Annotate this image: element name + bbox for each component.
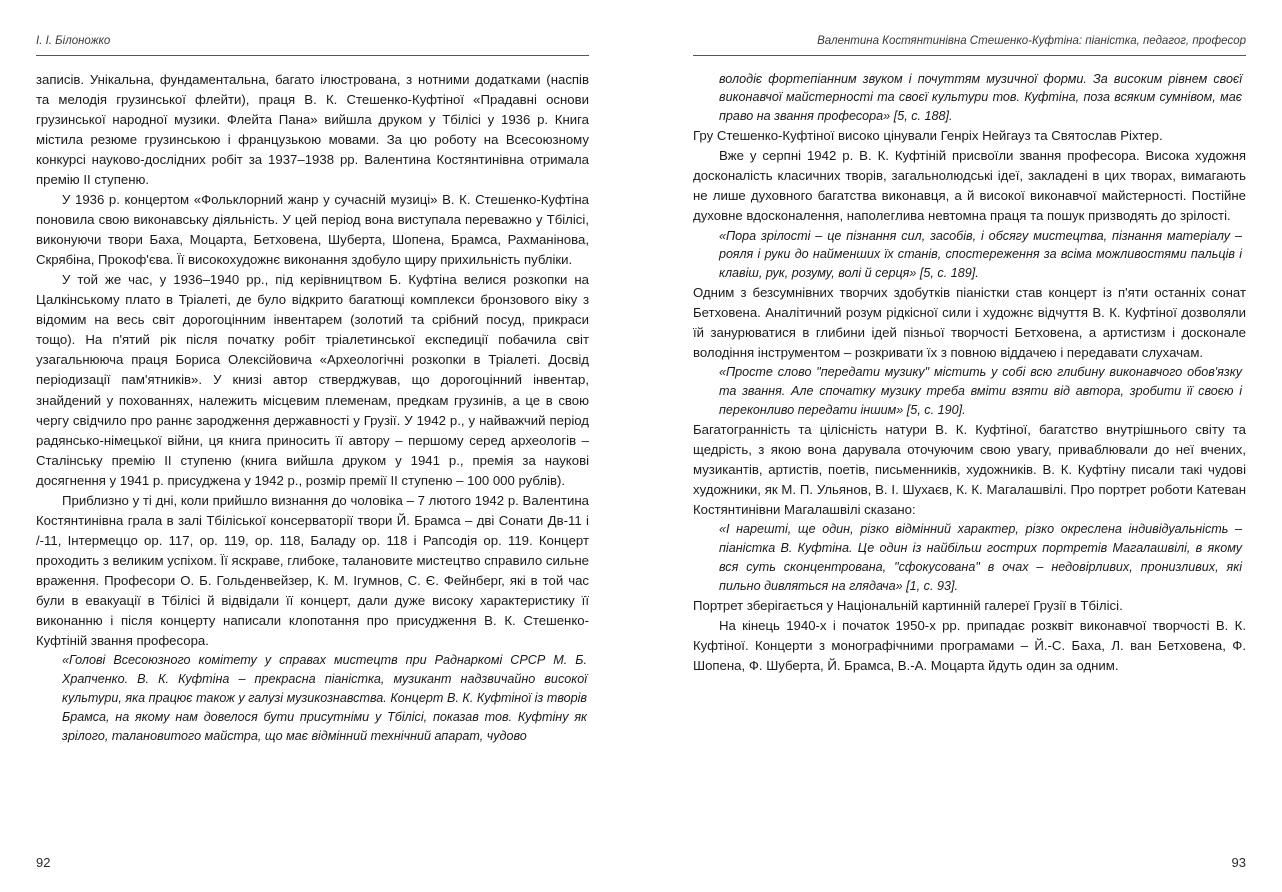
running-head-left: І. І. Білоножко xyxy=(36,35,111,47)
paragraph: Приблизно у ті дні, коли прийшло визнання до чоловіка – 7 лютого 1942 р. Валентина Костянтинівна грала в залі Тбіліської консерваторії твори Й. Брамса – дві Сонати Дв-11 і /-11, Інтермеццо ор. 117, ор. 119, ор. 118, Баладу ор. 118 і Рапсодія ор. 119. Концерт проходить з великим успіхом. Її яскраве, глибоке, талановите мистецтво справило сильне враження. Професори О. Б. Гольденвейзер, К. М. Ігумнов, С. Є. Фейнберг, які в той час були в евакуації в Тбілісі й відвідали її концерт, дали дуже високу характеристику її виконанню і після концерту написали клопотання про присудження В. К. Стешенко-Куфтіній звання професора. xyxy=(36,492,589,649)
paragraph: Багатогранність та цілісність натури В. К. Куфтіної, багатство внутрішнього світу та щедрість, з якою вона дарувала оточуючим свою увагу, приваблювали до неї вчених, музикантів, артистів, поетів, письменників, художників. В. К. Куфтіну писали такі чудові художники, як М. П. Ульянов, В. І. Шухаєв, К. К. Магалашвілі. Про портрет роботи Катеван Костянтинівни Магалашвілі сказано: xyxy=(693,422,1246,518)
block-quote: «Просте слово "передати музику" містить у собі всю глибину виконавчого обов'язку та звання. Але спочатку музику треба вміти взяти від автора, зробити її своєю і переконливо передати іншим» [5, с. 190]. xyxy=(719,365,1242,418)
paragraph: Одним з безсумнівних творчих здобутків піаністки став концерт із п'яти останніх сонат Бетховена. Аналітичний розум рідкісної сили і художнє відчуття В. К. Куфтіної дозволяли їй занурюватися в глибини ідей пізньої творчості Бетховена, а артистизм і досконале володіння інструментом – розкривати їх з повною віддачею і передавати слухачам. xyxy=(693,285,1246,361)
page-number-left: 92 xyxy=(36,855,51,870)
running-head-right: Валентина Костянтинівна Стешенко-Куфтіна: піаністка, педагог, професор xyxy=(817,35,1246,47)
block-quote: «І нарешті, ще один, різко відмінний характер, різко окреслена індивідуальність – піаністка В. Куфтіна. Це один із найбільш гострих портретів Магалашвілі, в якому вся суть сконцентрована, "сфокусована" в очах – недовірливих, пронизливих, які пильно дивляться на глядача» [1, с. 93]. xyxy=(719,522,1242,594)
block-quote: володіє фортепіанним звуком і почуттям музичної форми. За високим рівнем своєї виконавчої майстерності та своєї культури тов. Куфтіна, поза всяким сумнівом, має право на звання професора» [5, с. 188]. xyxy=(719,71,1242,124)
header-rule-right xyxy=(693,55,1246,56)
header-rule-left xyxy=(36,55,589,56)
paragraph: Портрет зберігається у Національній картинній галереї Грузії в Тбілісі. xyxy=(693,597,1123,613)
block-quote: «Голові Всесоюзного комітету у справах мистецтв при Раднаркомі СРСР М. Б. Храпченко. В. К. Куфтіна – прекрасна піаністка, музикант надзвичайно високої культури, яка працює також у галузі музикознавства. Концерт В. К. Куфтіної із творів Брамса, на якому нам довелося бути присутніми у Тбілісі, показав тов. Куфтіну як зрілого, талановитого майстра, що має відмінний технічний апарат, чудово xyxy=(62,653,587,743)
page-body-right xyxy=(693,70,1246,677)
paragraph: записів. Унікальна, фундаментальна, багато ілюстрована, з нотними додатками (наспів та мелодія грузинської флейти), праця В. К. Стешенко-Куфтіної «Прадавні основи грузинської народної музики. Флейта Пана» вийшла друком у Тбілісі у 1936 р. Книга містила резюме грузинською і французькою мовами. За цю роботу на Всесоюзному конкурсі науково-дослідних робіт за 1937–1938 рр. Валентина Костянтинівна отримала премію ІІ ступеню. xyxy=(36,71,589,187)
paragraph: Вже у серпні 1942 р. В. К. Куфтіній присвоїли звання професора. Висока художня досконалість класичних творів, загальнолюдські ідеї, закладені в цих творах, вимагають не лише духовного багатства виконавця, а й високої виконавчої майстерності. Постійне духовне вдосконалення, наполеглива невтомна праця та пошук призводять до зрілості. xyxy=(693,148,1246,224)
page-number-right: 93 xyxy=(1231,855,1246,870)
page-body-left xyxy=(36,70,589,746)
paragraph: У той же час, у 1936–1940 рр., під керівництвом Б. Куфтіна велися розкопки на Цалкінському плато в Тріалеті, де було відкрито багатющі комплекси бронзового віку з відомим на весь світ дорогоцінним інвентарем (золотий та срібний посуд, прикраси тощо). На п'ятий рік після початку робіт тріалетинської експедиції побачила світ узагальнююча праця Бориса Олексійовича «Археологічні розкопки в Тріалеті. Досвід періодизації пам'ятників». У книзі автор стверджував, що дорогоцінний інвентар, знайдений у похованнях, належить місцевим племенам, предкам грузинів, а це в свою чергу свідчило про раннє зародження державності у Грузії. У 1942 р., у найважчий період радянсько-німецької війни, ця книга приносить її автору – першому серед археологів – Сталінську премію ІІ ступеню (книга вийшла друком у 1941 р., премія за наукові досягнення у 1941 р. присуджена у 1942 р., розмір премії ІІ ступеню – 100 000 рублів). xyxy=(36,272,589,488)
page-right xyxy=(641,0,1282,892)
block-quote: «Пора зрілості – це пізнання сил, засобів, і обсягу мистецтва, пізнання матеріалу – рояля і руки до найменших їх станів, спостереження за всіма можливостями пальців і клавіш, рук, розуму, волі й серця» [5, с. 189]. xyxy=(719,228,1242,281)
paragraph: На кінець 1940-х і початок 1950-х рр. припадає розквіт виконавчої творчості В. К. Куфтіної. Концерти з монографічними програмами – Й.-С. Баха, Л. ван Бетховена, Ф. Шопена, Ф. Шуберта, Й. Брамса, В.-А. Моцарта йдуть один за одним. xyxy=(693,618,1246,674)
paragraph: Гру Стешенко-Куфтіної високо цінували Генріх Нейгауз та Святослав Ріхтер. xyxy=(693,128,1163,144)
paragraph: У 1936 р. концертом «Фольклорний жанр у сучасній музиці» В. К. Стешенко-Куфтіна поновила свою виконавську діяльність. У цей період вона виступала переважно у Тбілісі, виконуючи твори Баха, Моцарта, Бетховена, Шуберта, Шопена, Брамса, Рахманінова, Скрябіна, Прокоф'єва. Її високохудожнє виконання здобуло щиру прихильність публіки. xyxy=(36,191,589,268)
